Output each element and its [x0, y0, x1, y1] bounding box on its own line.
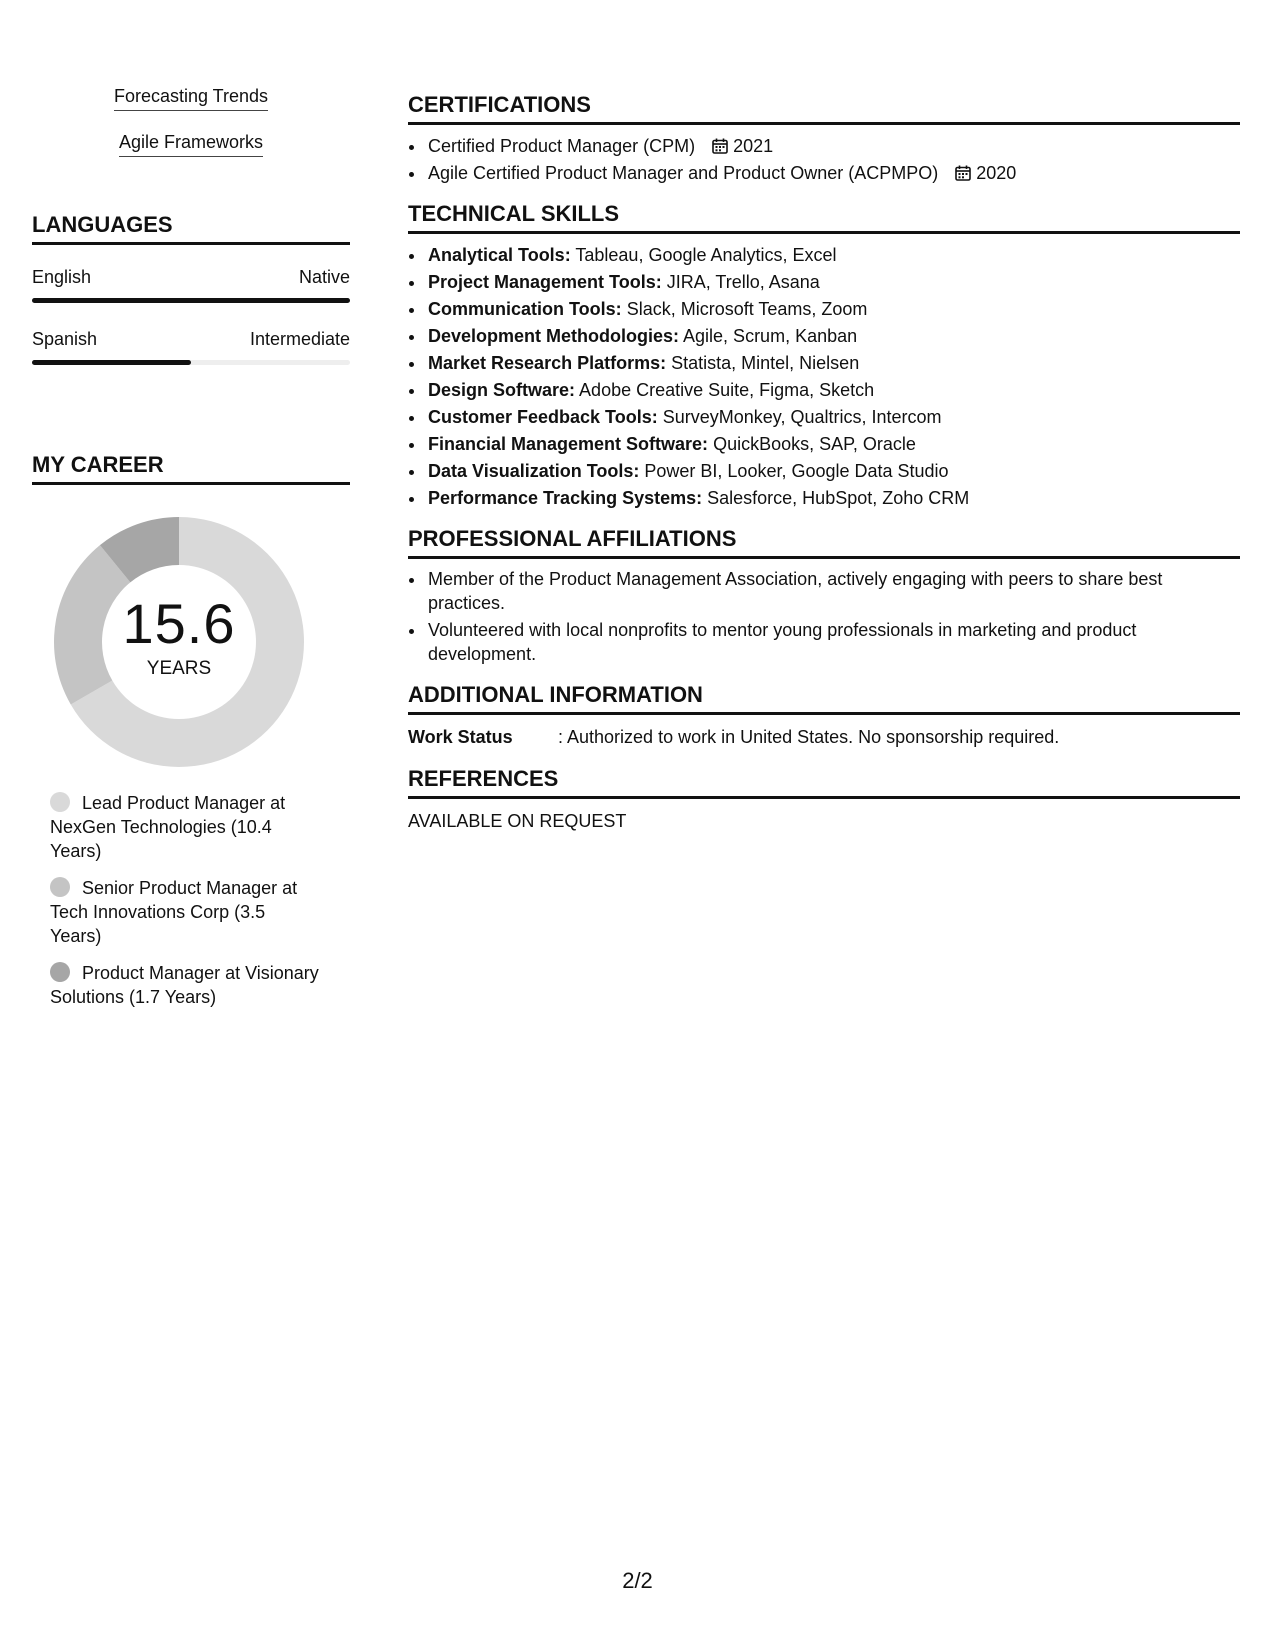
info-value: : Authorized to work in United States. No sponsorship required.	[558, 727, 1060, 747]
skill-label: Development Methodologies:	[428, 326, 680, 346]
legend-label: Senior Product Manager at Tech Innovations Corp (3.5 Years)	[50, 878, 298, 946]
skill-tag: Forecasting Trends	[114, 86, 268, 111]
section-title: ADDITIONAL INFORMATION	[408, 682, 1240, 715]
career-legend	[50, 791, 320, 1009]
list-item	[426, 133, 1240, 160]
list-item	[426, 269, 1240, 296]
calendar-icon	[955, 165, 971, 181]
skill-label: Financial Management Software:	[428, 434, 709, 454]
skill-label: Analytical Tools:	[428, 245, 571, 265]
skill-label: Design Software:	[428, 380, 576, 400]
language-name: English	[32, 267, 92, 287]
certification-name: Certified Product Manager (CPM)	[428, 136, 696, 156]
skill-value: QuickBooks, SAP, Oracle	[713, 434, 916, 454]
legend-item	[50, 876, 320, 948]
skill-label: Project Management Tools:	[428, 272, 662, 292]
language-bar-fill	[32, 360, 191, 365]
skill-value: Tableau, Google Analytics, Excel	[575, 245, 837, 265]
list-item: • Volunteered with local nonprofits to mentor young professionals in marketing and product development.	[426, 618, 1240, 666]
calendar-icon	[712, 138, 728, 154]
skill-value: SurveyMonkey, Qualtrics, Intercom	[662, 407, 942, 427]
section-title: PROFESSIONAL AFFILIATIONS	[408, 526, 1240, 559]
certification-name: Agile Certified Product Manager and Product Owner (ACPMPO)	[428, 163, 939, 183]
total-years-value: 15.6	[122, 592, 236, 655]
list-item	[426, 296, 1240, 323]
list-item	[426, 350, 1240, 377]
skill-label: Market Research Platforms:	[428, 353, 667, 373]
page-number: 2/2	[622, 1568, 653, 1593]
additional-info-section	[408, 682, 1240, 748]
career-donut	[54, 517, 304, 767]
certification-year: 2020	[976, 163, 1017, 183]
section-title: CERTIFICATIONS	[408, 92, 1240, 125]
certification-year: 2021	[733, 136, 774, 156]
skill-label: Data Visualization Tools:	[428, 461, 640, 481]
affiliations-list	[408, 567, 1240, 666]
language-level: Intermediate	[249, 329, 350, 349]
certifications-list	[408, 133, 1240, 187]
language-row	[32, 267, 350, 288]
skill-value: Power BI, Looker, Google Data Studio	[644, 461, 949, 481]
skill-label: Communication Tools:	[428, 299, 622, 319]
skill-value: Adobe Creative Suite, Figma, Sketch	[579, 380, 875, 400]
total-years-unit: YEARS	[146, 658, 212, 679]
list-item	[426, 377, 1240, 404]
skill-value: Slack, Microsoft Teams, Zoom	[626, 299, 868, 319]
skill-value: JIRA, Trello, Asana	[666, 272, 820, 292]
section-title: TECHNICAL SKILLS	[408, 201, 1240, 234]
list-item	[426, 485, 1240, 512]
donut-center	[54, 517, 304, 767]
list-item	[426, 404, 1240, 431]
circle-icon	[50, 962, 70, 982]
references-section	[408, 766, 1240, 832]
skill-value: Agile, Scrum, Kanban	[683, 326, 858, 346]
skill-label: Performance Tracking Systems:	[428, 488, 703, 508]
list-item	[426, 160, 1240, 187]
info-key: Work Status	[408, 727, 513, 747]
language-row	[32, 329, 350, 350]
career-section	[32, 452, 350, 1022]
skill-label: Customer Feedback Tools:	[428, 407, 658, 427]
technical-skills-section	[408, 201, 1240, 512]
language-name: Spanish	[32, 329, 98, 349]
section-title: REFERENCES	[408, 766, 1240, 799]
legend-item	[50, 961, 320, 1009]
info-row	[408, 727, 1240, 748]
circle-icon	[50, 792, 70, 812]
language-level: Native	[298, 267, 350, 287]
list-item	[426, 458, 1240, 485]
section-title: MY CAREER	[32, 452, 350, 485]
references-text: AVAILABLE ON REQUEST	[408, 811, 627, 831]
skill-tag: Agile Frameworks	[119, 132, 263, 157]
legend-label: Product Manager at Visionary Solutions (1.7 Years)	[50, 963, 319, 1007]
skill-tags	[32, 86, 350, 178]
technical-skills-list	[408, 242, 1240, 512]
circle-icon	[50, 877, 70, 897]
skill-value: Statista, Mintel, Nielsen	[671, 353, 860, 373]
right-column	[408, 0, 1240, 832]
legend-label: Lead Product Manager at NexGen Technologies (10.4 Years)	[50, 793, 286, 861]
list-item	[426, 431, 1240, 458]
certifications-section	[408, 92, 1240, 187]
skill-value: Salesforce, HubSpot, Zoho CRM	[707, 488, 970, 508]
list-item: • Member of the Product Management Association, actively engaging with peers to share best practices.	[426, 567, 1240, 615]
section-title: LANGUAGES	[32, 212, 350, 245]
list-item	[426, 242, 1240, 269]
language-bar	[32, 298, 350, 303]
language-bar-fill	[32, 298, 350, 303]
list-item	[426, 323, 1240, 350]
affiliations-section	[408, 526, 1240, 666]
language-bar	[32, 360, 350, 365]
legend-item	[50, 791, 320, 863]
languages-section	[32, 212, 350, 365]
